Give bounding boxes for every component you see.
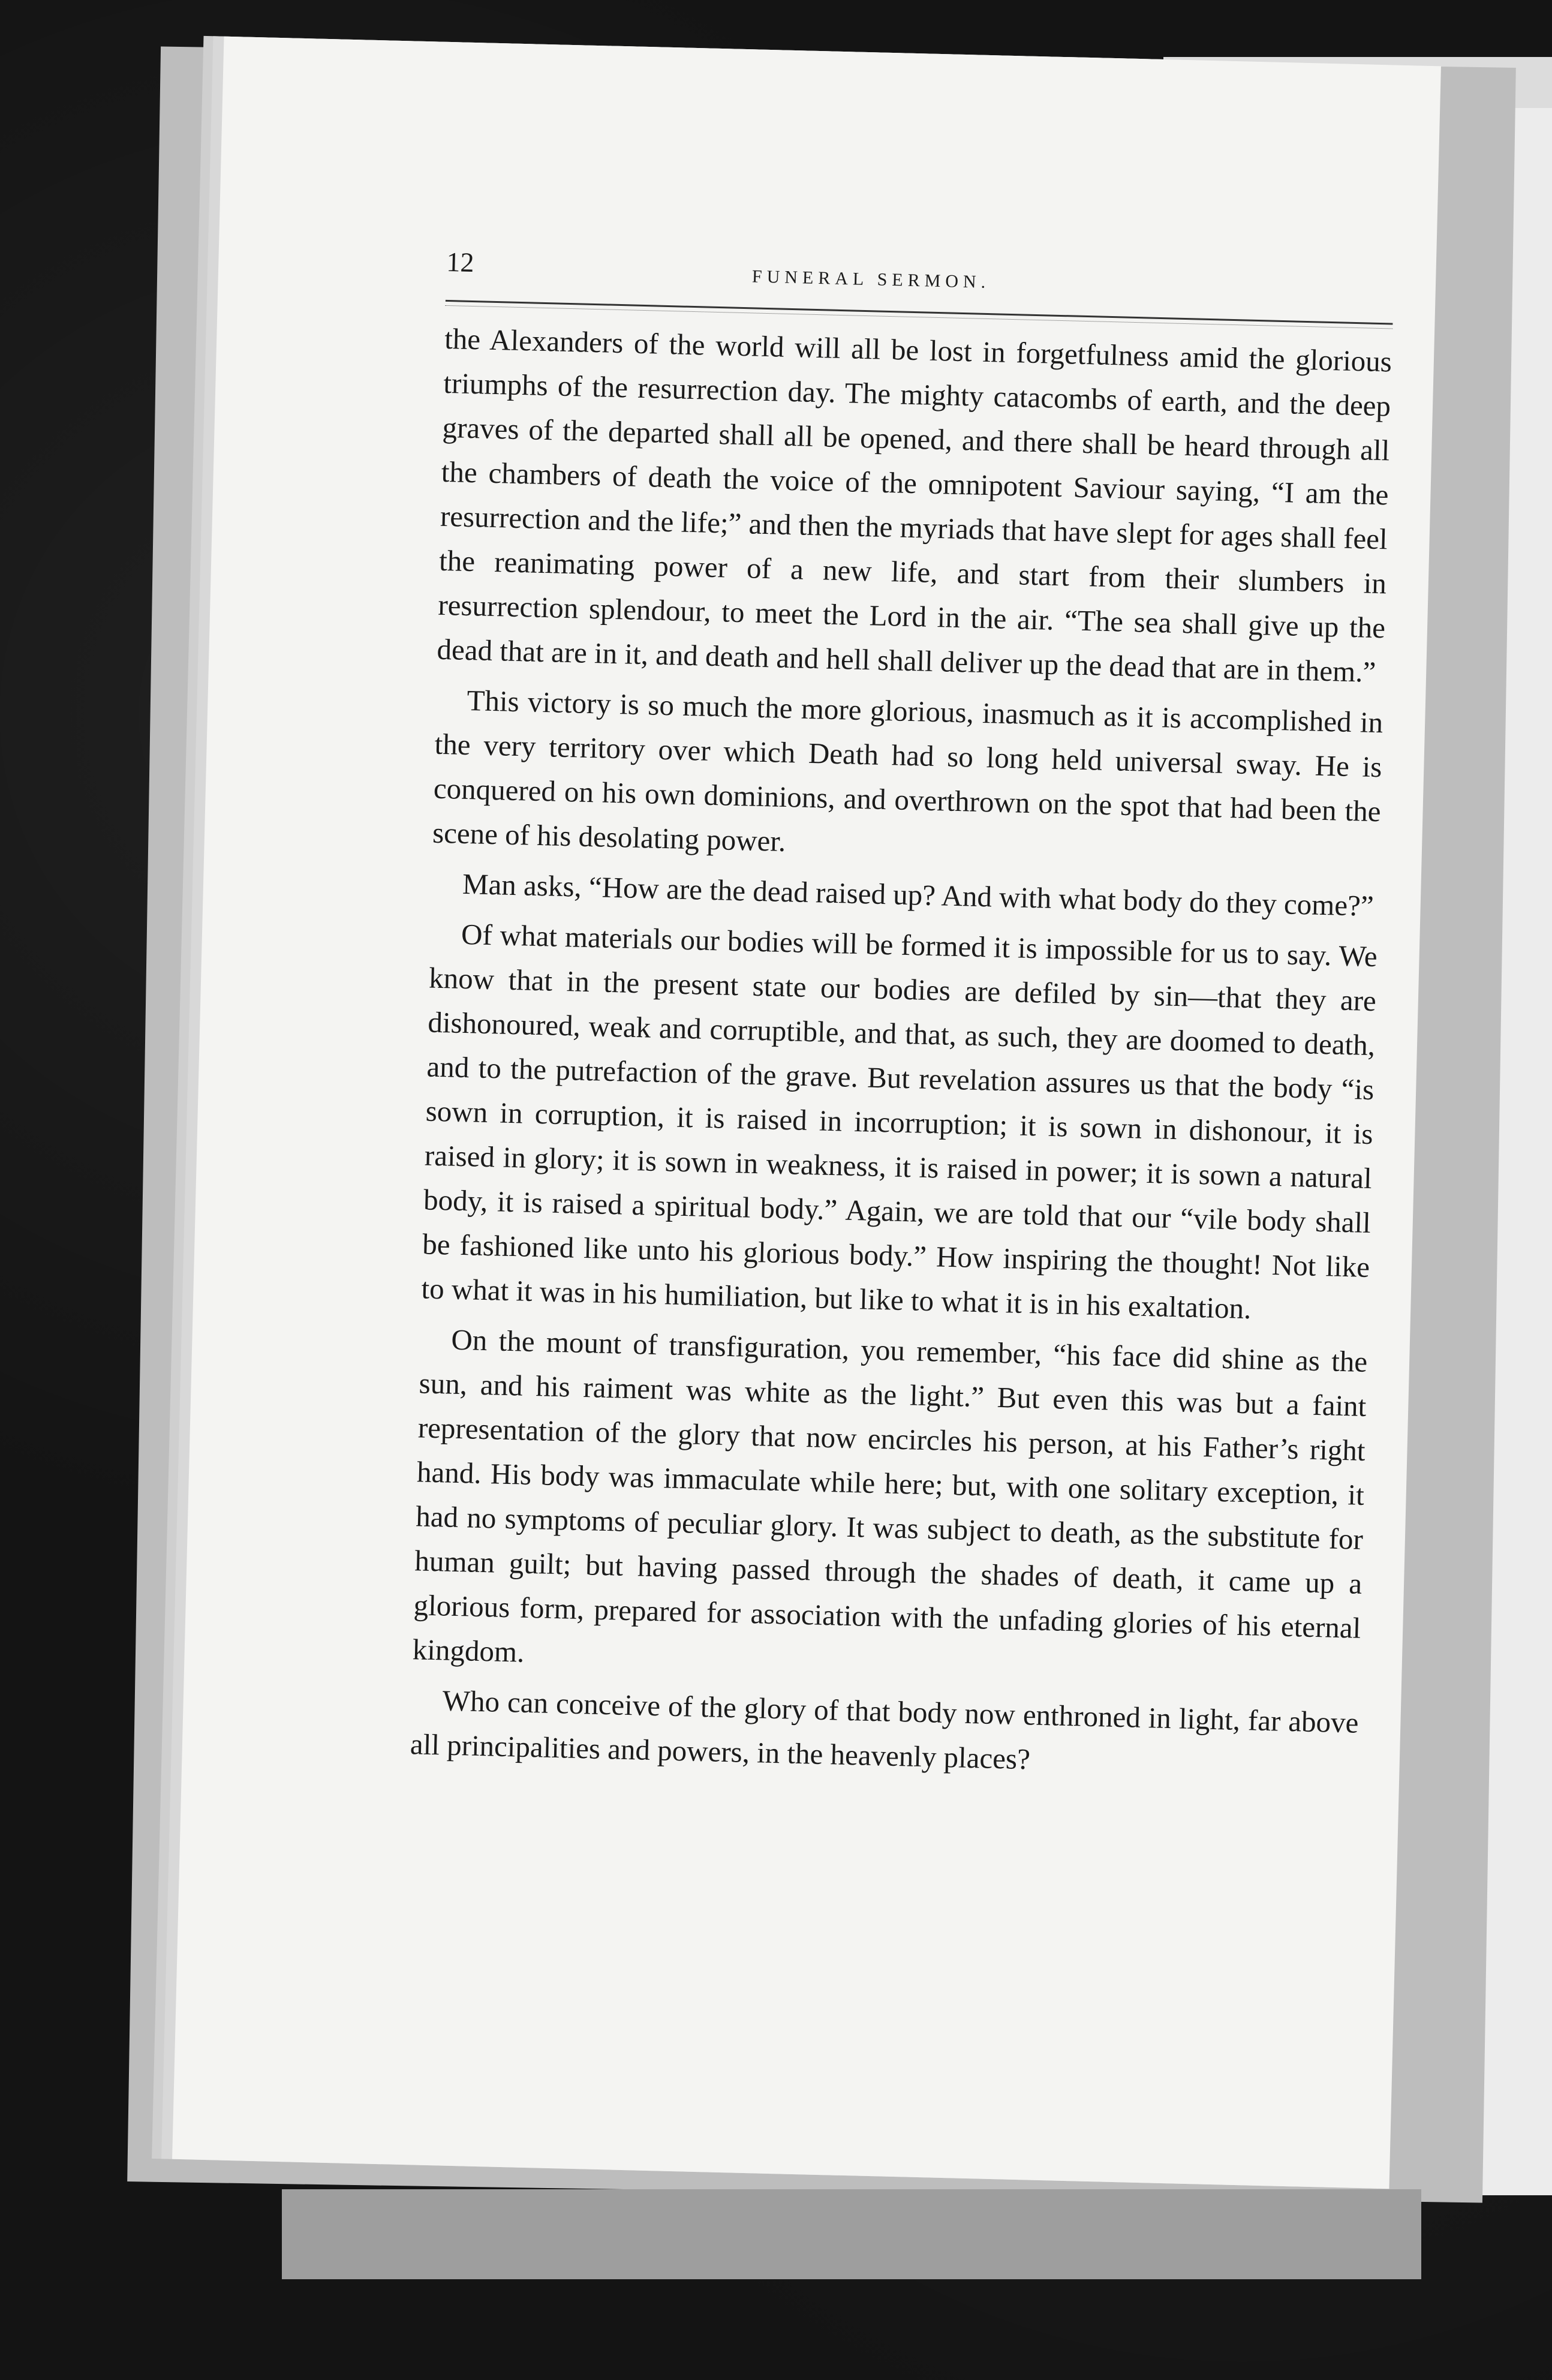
paragraph-2: This victory is so much the more glorious, inasmuch as it is accomplished in the very territory over which Death had so long held universal sway. He is conquered on his own dominions, and overthrown on the spot that had been the scene of his desolating power. [432, 683, 1383, 858]
paragraph-1: the Alexanders of the world will all be lost in forgetfulness amid the glorious triumphs of the resurrection day. The mighty catacombs of earth, and the deep graves of the departed shall all be opened, and there shall be heard through all the chambers of death the voice of the omnipotent Saviour saying, “I am the resurrection and the life;” and then the myriads that have slept for ages shall feel the reanimating power of a new life, and start from their slumbers in resurrection splendour, to meet the Lord in the air. “The sea shall give up the dead that are in it, and death and hell shall deliver up the dead that are in them.” [437, 321, 1392, 689]
book-bottom-edge [282, 2189, 1421, 2279]
running-head [446, 246, 1394, 311]
paragraph-5: On the mount of transfiguration, you remember, “his face did shine as the sun, and his raiment was white as the light.” But even this was but a faint representation of the glory that now encircles his person, at his Father’s right hand. His body was immaculate while here; but, with one solitary exception, it had no symptoms of peculiar glory. It was subject to death, as the substitute for human guilt; but having passed through the shades of death, it came up a glorious form, prepared for association with the unfading glories of his eternal kingdom. [412, 1323, 1368, 1669]
running-title: FUNERAL SERMON. [751, 266, 991, 293]
paragraph-4: Of what materials our bodies will be formed it is impossible for us to say. We know that in the present state our bodies are defiled by sin—that they are dishonoured, weak and corruptible, and that, as such, they are doomed to death, and to the putrefaction of the grave. But revelation assures us that the body “is sown in corruption, it is raised in incorruption; it is sown in dishonour, it is raised in glory; it is sown in weakness, it is raised in power; it is sown a natural body, it is raised a spiritual body.” Again, we are told that our “vile body shall be fashioned like unto his glorious body.” How inspiring the thought! Not like to what it was in his humiliation, but like to what it is in his exaltation. [420, 917, 1378, 1326]
paragraph-6: Who can conceive of the glory of that body now enthroned in light, far above all principalities and powers, in the heavenly places? [410, 1684, 1359, 1776]
page-number: 12 [446, 246, 475, 278]
page-content [410, 246, 1394, 1796]
paragraph-3: Man asks, “How are the dead raised up? And with what body do they come?” [462, 867, 1374, 922]
book-page [172, 37, 1441, 2189]
